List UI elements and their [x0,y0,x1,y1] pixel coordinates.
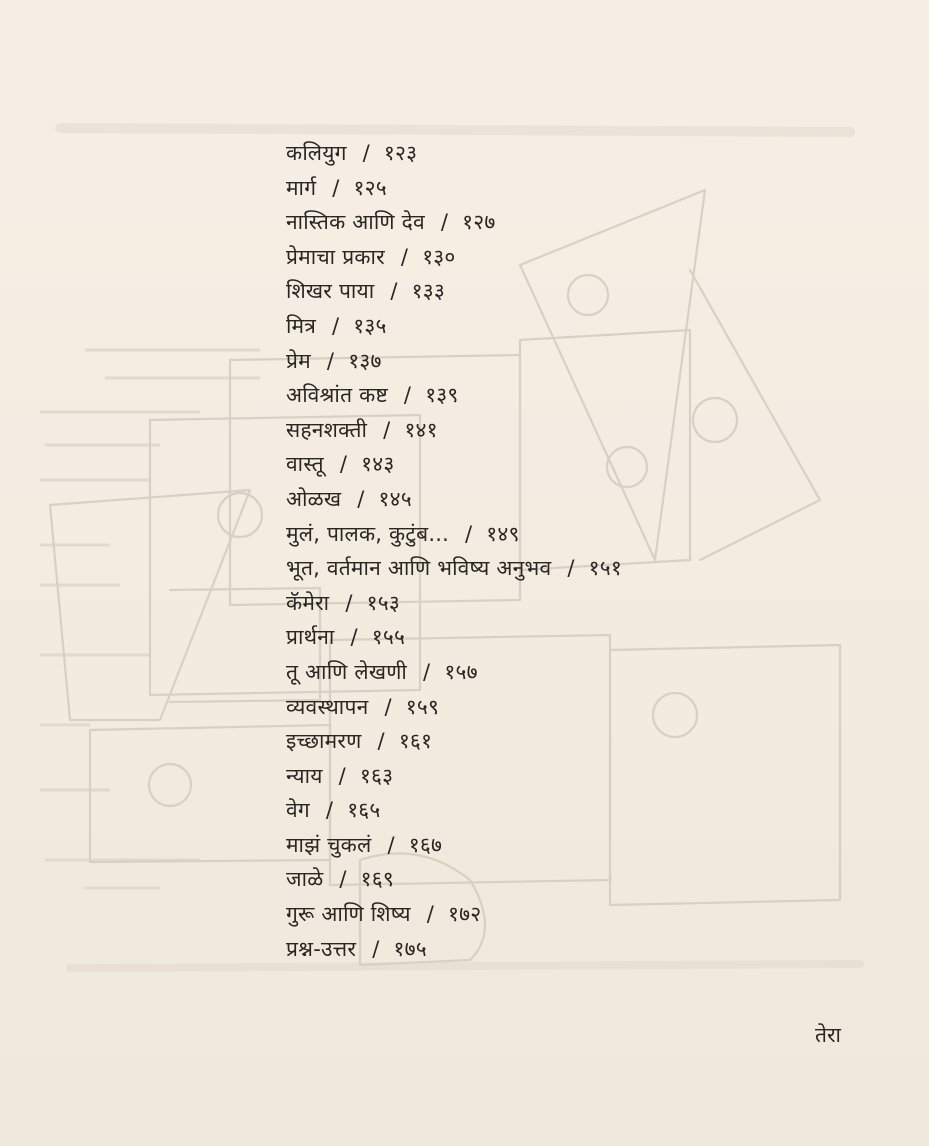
toc-entry-title: व्यवस्थापन [286,694,369,719]
toc-entry [286,620,846,655]
toc-separator: / [387,832,395,857]
toc-entry [286,517,846,552]
toc-entry-title: प्रेम [286,348,311,373]
toc-entry-page: १४९ [486,521,520,546]
toc-separator: / [440,210,449,235]
toc-entry-page: १७२ [448,902,482,927]
toc-entry [286,344,846,379]
toc-entry-page: १३९ [425,383,459,408]
toc-entry [286,897,846,932]
toc-entry [286,205,846,240]
toc-entry-title: अविश्रांत कष्ट [286,383,388,408]
toc-entry [286,690,846,725]
toc-entry [286,828,846,863]
toc-entry-title: प्रश्न-उत्तर [286,936,357,961]
toc-entry-title: शिखर पाया [286,279,375,304]
toc-entry-title: कलियुग [286,141,347,165]
toc-entry-title: इच्छामरण [286,729,362,754]
toc-entry-title: वास्तू [286,452,324,477]
toc-separator: / [383,417,391,442]
toc-entry-page: १५७ [444,659,478,684]
toc-entry-page: १२७ [462,210,496,235]
toc-separator: / [403,383,412,408]
toc-separator: / [350,625,358,650]
toc-separator: / [426,902,435,927]
toc-separator: / [567,556,575,581]
toc-entry-title: ओळख [286,486,342,511]
toc-entry-page: १२५ [353,175,387,200]
toc-entry-title: तू आणि लेखणी [286,659,408,684]
toc-separator: / [332,313,340,338]
toc-separator: / [357,486,365,511]
toc-entry [286,655,846,690]
toc-entry-page: १३५ [353,313,387,338]
toc-entry [286,932,846,967]
toc-entry [286,862,846,897]
toc-entry-page: १२३ [383,141,418,165]
toc-entry-title: माझं चुकलं [286,832,372,857]
toc-separator: / [339,867,347,892]
table-of-contents [286,136,846,966]
toc-entry-title: प्रेमाचा प्रकार [286,244,385,269]
toc-entry [286,759,846,794]
toc-entry-title: भूत, वर्तमान आणि भविष्य अनुभव [286,556,552,581]
toc-separator: / [345,590,353,615]
toc-separator: / [423,659,431,684]
toc-entry [286,586,846,621]
toc-separator: / [372,936,380,961]
toc-separator: / [464,521,473,546]
toc-entry [286,309,846,344]
toc-separator: / [390,279,398,304]
toc-separator: / [332,175,340,200]
toc-entry-title: कॅमेरा [286,590,330,615]
toc-entry [286,413,846,448]
page-number: तेरा [815,1023,841,1047]
toc-separator: / [362,141,370,165]
toc-entry-page: १६७ [408,832,443,857]
toc-separator: / [338,763,346,788]
toc-entry-title: जाळे [286,867,324,892]
toc-entry-page: १४१ [404,417,438,442]
toc-entry [286,482,846,517]
toc-entry-title: न्याय [286,763,323,788]
toc-entry [286,447,846,482]
toc-entry [286,240,846,275]
toc-entry-page: १५९ [405,694,440,719]
toc-separator: / [339,452,348,477]
toc-entry-title: मुलं, पालक, कुटुंब... [286,521,449,546]
toc-separator: / [400,244,409,269]
toc-entry-page: १४३ [361,452,395,477]
toc-separator: / [325,798,334,823]
toc-entry-page: १३७ [348,348,382,373]
toc-entry-title: नास्तिक आणि देव [286,210,425,235]
toc-entry [286,274,846,309]
toc-entry-title: गुरू आणि शिष्य [286,902,411,927]
toc-entry-page: १३० [422,244,456,269]
toc-entry [286,793,846,828]
toc-entry-page: १५३ [366,590,400,615]
toc-entry [286,551,846,586]
toc-entry-page: १६१ [398,729,433,754]
toc-entry-title: वेग [286,798,310,823]
toc-entry-title: प्रार्थना [286,625,335,650]
toc-entry [286,136,846,171]
toc-entry-page: १५५ [371,625,406,650]
toc-entry-title: मार्ग [286,175,317,200]
toc-entry-page: १३३ [411,279,446,304]
toc-separator: / [377,729,385,754]
toc-entry [286,171,846,206]
toc-separator: / [326,348,335,373]
toc-entry-page: १६९ [360,867,395,892]
toc-entry-page: १४५ [378,486,412,511]
toc-entry [286,724,846,759]
toc-entry-title: मित्र [286,313,316,338]
toc-separator: / [384,694,392,719]
toc-entry-page: १६५ [347,798,381,823]
toc-entry-page: १६३ [359,763,394,788]
toc-entry-page: १५१ [588,556,622,581]
toc-entry [286,378,846,413]
toc-entry-title: सहनशक्ती [286,417,368,442]
toc-entry-page: १७५ [393,936,427,961]
